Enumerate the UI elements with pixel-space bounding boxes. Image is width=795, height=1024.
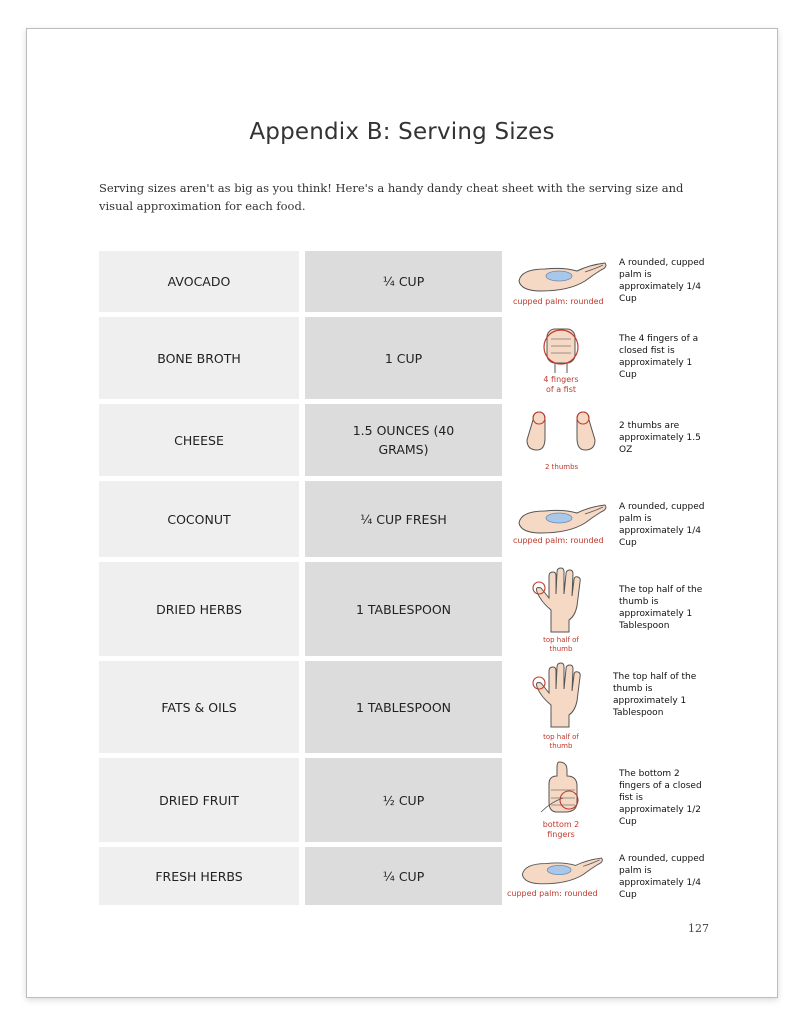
food-cell: BONE BROTH	[99, 317, 299, 399]
visual-cell	[511, 661, 783, 753]
visual-cell	[511, 758, 783, 842]
food-cell: AVOCADO	[99, 251, 299, 312]
intro-paragraph: Serving sizes aren't as big as you think! Here's a handy dandy cheat sheet with the serving size and visual approximation for each food.	[99, 181, 684, 213]
cupped-palm-icon	[511, 251, 611, 301]
visual-description: A rounded, cupped palm is approximately 1/4 Cup	[619, 502, 705, 548]
visual-caption: cupped palm: rounded	[507, 889, 598, 898]
visual-description: The top half of the thumb is approximately 1 Tablespoon	[613, 672, 697, 718]
visual-description: A rounded, cupped palm is approximately 1/4 Cup	[619, 258, 705, 304]
serving-cell: ¼ CUP FRESH	[305, 481, 502, 557]
two-thumbs-icon	[511, 404, 611, 460]
closed-fist-icon	[511, 317, 611, 377]
food-cell: FATS & OILS	[99, 661, 299, 753]
visual-description: A rounded, cupped palm is approximately 1/4 Cup	[619, 854, 705, 900]
visual-caption: top half of thumb	[543, 636, 579, 653]
visual-description: The bottom 2 fingers of a closed fist is approximately 1/2 Cup	[619, 769, 702, 827]
visual-caption: top half of thumb	[543, 733, 579, 750]
visual-cell	[511, 317, 783, 399]
visual-description: The top half of the thumb is approximately 1 Tablespoon	[619, 585, 703, 631]
food-cell: FRESH HERBS	[99, 847, 299, 905]
fist-bottom-fingers-icon	[511, 758, 611, 818]
visual-cell	[511, 481, 783, 557]
serving-cell: 1 TABLESPOON	[305, 562, 502, 656]
page-number: 127	[688, 922, 709, 935]
serving-cell: ¼ CUP	[305, 251, 502, 312]
page-title: Appendix B: Serving Sizes	[249, 119, 555, 145]
open-hand-thumb-icon	[511, 566, 611, 636]
visual-caption: 4 fingers of a fist	[543, 375, 579, 394]
food-cell: DRIED HERBS	[99, 562, 299, 656]
visual-caption: bottom 2 fingers	[542, 820, 580, 839]
visual-caption: 2 thumbs	[545, 463, 579, 471]
visual-caption: cupped palm: rounded	[513, 536, 604, 545]
food-cell: CHEESE	[99, 404, 299, 476]
visual-caption: cupped palm: rounded	[513, 297, 604, 306]
visual-description: The 4 fingers of a closed fist is approximately 1 Cup	[619, 334, 699, 380]
visual-description: 2 thumbs are approximately 1.5 OZ	[619, 421, 701, 455]
serving-cell: ½ CUP	[305, 758, 502, 842]
visual-cell	[511, 562, 783, 656]
food-cell: COCONUT	[99, 481, 299, 557]
serving-cell: 1.5 OUNCES (40 GRAMS)	[305, 404, 502, 476]
serving-cell: 1 CUP	[305, 317, 502, 399]
document-page	[26, 28, 778, 998]
open-hand-thumb-icon	[511, 661, 611, 731]
visual-cell	[507, 847, 783, 905]
serving-cell: ¼ CUP	[305, 847, 502, 905]
serving-cell: 1 TABLESPOON	[305, 661, 502, 753]
cupped-palm-icon	[511, 847, 611, 893]
visual-cell	[511, 404, 783, 476]
visual-cell	[511, 251, 783, 312]
food-cell: DRIED FRUIT	[99, 758, 299, 842]
